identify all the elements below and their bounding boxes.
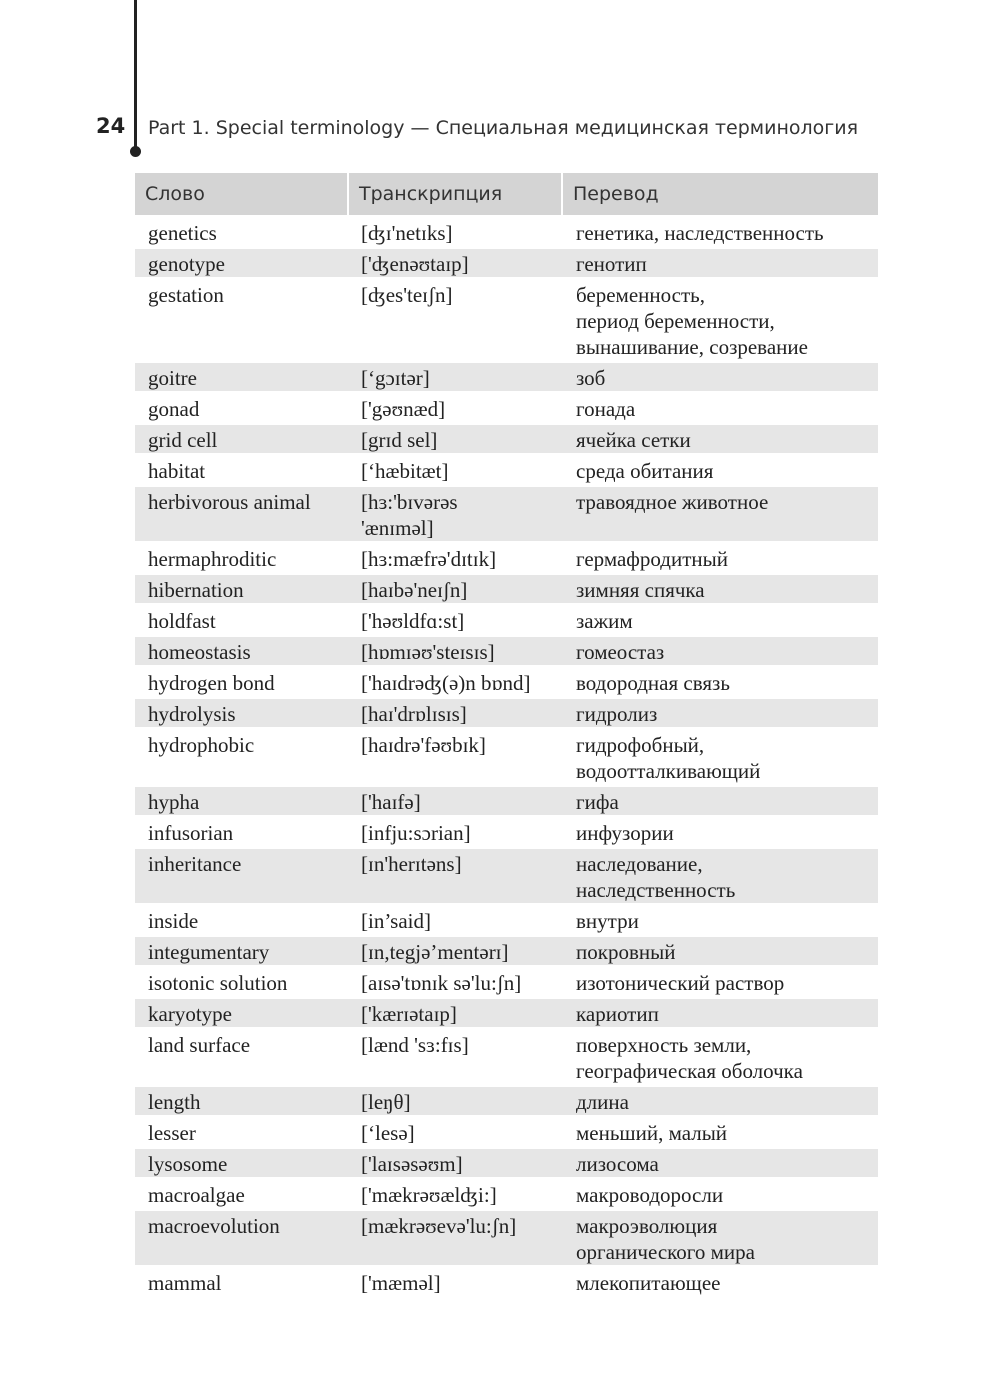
word-cell: inside bbox=[148, 909, 199, 933]
word-cell: length bbox=[148, 1090, 201, 1114]
transcription-cell: ['gəʊnæd] bbox=[361, 397, 446, 421]
translation-cell: макроэволюция органического мира bbox=[576, 1214, 755, 1264]
translation-cell: гидрофобный, водоотталкивающий bbox=[576, 733, 761, 783]
table-row bbox=[135, 1087, 878, 1115]
transcription-cell: ['həʊldfɑ:st] bbox=[361, 609, 465, 633]
transcription-cell: [infju:sɔrian] bbox=[361, 821, 471, 845]
table-row bbox=[135, 699, 878, 727]
word-cell: macroevolution bbox=[148, 1214, 280, 1238]
transcription-cell: [‘hæbitæt] bbox=[361, 459, 449, 483]
translation-cell: зимняя спячка bbox=[576, 578, 705, 602]
translation-cell: внутри bbox=[576, 909, 639, 933]
transcription-cell: [aɪsə'tɒnɪk sə'lu:ʃn] bbox=[361, 971, 522, 995]
word-cell: gonad bbox=[148, 397, 200, 421]
word-cell: inheritance bbox=[148, 852, 242, 876]
margin-rule bbox=[134, 0, 137, 150]
table-header bbox=[135, 173, 878, 215]
table-row bbox=[135, 999, 878, 1027]
translation-cell: длина bbox=[576, 1090, 629, 1114]
translation-cell: млекопитающее bbox=[576, 1271, 721, 1295]
word-cell: habitat bbox=[148, 459, 206, 483]
table-row bbox=[135, 937, 878, 965]
transcription-cell: [ʤɪ'netɪks] bbox=[361, 221, 453, 245]
table-row bbox=[135, 606, 878, 634]
transcription-cell: [haɪdrə'fəʊbɪk] bbox=[361, 733, 486, 757]
transcription-cell: [hɒmɪəʊ'steɪsɪs] bbox=[361, 640, 495, 664]
transcription-cell: [haɪ'drɒlɪsɪs] bbox=[361, 702, 467, 726]
word-cell: karyotype bbox=[148, 1002, 232, 1026]
translation-cell: зоб bbox=[576, 366, 606, 390]
transcription-cell: ['kærɪətaɪp] bbox=[361, 1002, 457, 1026]
word-cell: hydrogen bond bbox=[148, 671, 275, 695]
table-row bbox=[135, 1118, 878, 1146]
word-cell: herbivorous animal bbox=[148, 490, 311, 514]
translation-cell: покровный bbox=[576, 940, 676, 964]
translation-cell: беременность, период беременности, вынашивание, созревание bbox=[576, 283, 808, 359]
translation-cell: генетика, наследственность bbox=[576, 221, 824, 245]
word-cell: mammal bbox=[148, 1271, 222, 1295]
transcription-cell: [hɜ:'bɪvərəs 'ænɪməl] bbox=[361, 490, 458, 540]
table-row bbox=[135, 487, 878, 541]
transcription-cell: [hɜ:mæfrə'dɪtɪk] bbox=[361, 547, 497, 571]
column-header-translation: Перевод bbox=[561, 173, 878, 215]
table-row bbox=[135, 637, 878, 665]
translation-cell: травоядное животное bbox=[576, 490, 769, 514]
table-row bbox=[135, 1149, 878, 1177]
translation-cell: среда обитания bbox=[576, 459, 714, 483]
table-row bbox=[135, 906, 878, 934]
transcription-cell: [‘lesə] bbox=[361, 1121, 415, 1145]
transcription-cell: ['mækrəʊælʤi:] bbox=[361, 1183, 497, 1207]
transcription-cell: [mækrəʊevə'lu:ʃn] bbox=[361, 1214, 517, 1238]
word-cell: lesser bbox=[148, 1121, 196, 1145]
transcription-cell: [‘gɔɪtər] bbox=[361, 366, 430, 390]
vocabulary-table bbox=[135, 173, 878, 1299]
margin-rule-dot bbox=[130, 146, 141, 157]
translation-cell: изотонический раствор bbox=[576, 971, 785, 995]
word-cell: hypha bbox=[148, 790, 200, 814]
transcription-cell: [in’said] bbox=[361, 909, 431, 933]
transcription-cell: [ɪn,tegjə’mentərɪ] bbox=[361, 940, 509, 964]
translation-cell: гонада bbox=[576, 397, 636, 421]
translation-cell: зажим bbox=[576, 609, 633, 633]
transcription-cell: ['ʤenəʊtaɪp] bbox=[361, 252, 469, 276]
translation-cell: гифа bbox=[576, 790, 619, 814]
table-row bbox=[135, 394, 878, 422]
table-row bbox=[135, 1030, 878, 1084]
word-cell: hydrophobic bbox=[148, 733, 255, 757]
column-header-transcription: Транскрипция bbox=[347, 173, 561, 215]
word-cell: infusorian bbox=[148, 821, 234, 845]
transcription-cell: [leŋθ] bbox=[361, 1090, 411, 1114]
word-cell: hermaphroditic bbox=[148, 547, 277, 571]
table-row bbox=[135, 280, 878, 360]
table-row bbox=[135, 1268, 878, 1296]
translation-cell: гермафродитный bbox=[576, 547, 728, 571]
table-row bbox=[135, 218, 878, 246]
transcription-cell: [ʤes'teɪʃn] bbox=[361, 283, 453, 307]
table-body bbox=[135, 218, 878, 1296]
table-row bbox=[135, 425, 878, 453]
translation-cell: лизосома bbox=[576, 1152, 659, 1176]
table-row bbox=[135, 544, 878, 572]
word-cell: genotype bbox=[148, 252, 225, 276]
table-row bbox=[135, 730, 878, 784]
page-number: 24 bbox=[96, 114, 126, 138]
transcription-cell: [lænd 'sɜ:fɪs] bbox=[361, 1033, 469, 1057]
word-cell: holdfast bbox=[148, 609, 216, 633]
transcription-cell: [grɪd sel] bbox=[361, 428, 438, 452]
word-cell: homeostasis bbox=[148, 640, 251, 664]
transcription-cell: ['haɪdrəʤ(ə)n bɒnd] bbox=[361, 671, 531, 695]
word-cell: hydrolysis bbox=[148, 702, 236, 726]
translation-cell: кариотип bbox=[576, 1002, 659, 1026]
table-row bbox=[135, 849, 878, 903]
word-cell: goitre bbox=[148, 366, 197, 390]
translation-cell: инфузории bbox=[576, 821, 674, 845]
transcription-cell: [ɪn'herɪtəns] bbox=[361, 852, 462, 876]
table-row bbox=[135, 363, 878, 391]
table-row bbox=[135, 456, 878, 484]
translation-cell: меньший, малый bbox=[576, 1121, 728, 1145]
word-cell: hibernation bbox=[148, 578, 244, 602]
word-cell: grid cell bbox=[148, 428, 218, 452]
table-row bbox=[135, 1180, 878, 1208]
table-row bbox=[135, 818, 878, 846]
word-cell: isotonic solution bbox=[148, 971, 288, 995]
table-row bbox=[135, 575, 878, 603]
transcription-cell: ['laɪsəsəʊm] bbox=[361, 1152, 463, 1176]
table-row bbox=[135, 249, 878, 277]
word-cell: land surface bbox=[148, 1033, 251, 1057]
transcription-cell: [haɪbə'neɪʃn] bbox=[361, 578, 468, 602]
word-cell: integumentary bbox=[148, 940, 270, 964]
running-title: Part 1. Special terminology — Специальная медицинская терминология bbox=[148, 117, 859, 139]
translation-cell: генотип bbox=[576, 252, 647, 276]
translation-cell: поверхность земли, географическая оболочка bbox=[576, 1033, 803, 1083]
transcription-cell: ['haɪfə] bbox=[361, 790, 421, 814]
transcription-cell: ['mæməl] bbox=[361, 1271, 441, 1295]
word-cell: lysosome bbox=[148, 1152, 228, 1176]
translation-cell: ячейка сетки bbox=[576, 428, 691, 452]
table-row bbox=[135, 1211, 878, 1265]
translation-cell: гомеостаз bbox=[576, 640, 665, 664]
word-cell: genetics bbox=[148, 221, 217, 245]
translation-cell: макроводоросли bbox=[576, 1183, 724, 1207]
translation-cell: водородная связь bbox=[576, 671, 730, 695]
word-cell: macroalgae bbox=[148, 1183, 245, 1207]
table-row bbox=[135, 668, 878, 696]
column-header-word: Слово bbox=[145, 183, 205, 205]
translation-cell: гидролиз bbox=[576, 702, 658, 726]
table-row bbox=[135, 968, 878, 996]
translation-cell: наследование, наследственность bbox=[576, 852, 736, 902]
word-cell: gestation bbox=[148, 283, 224, 307]
table-row bbox=[135, 787, 878, 815]
